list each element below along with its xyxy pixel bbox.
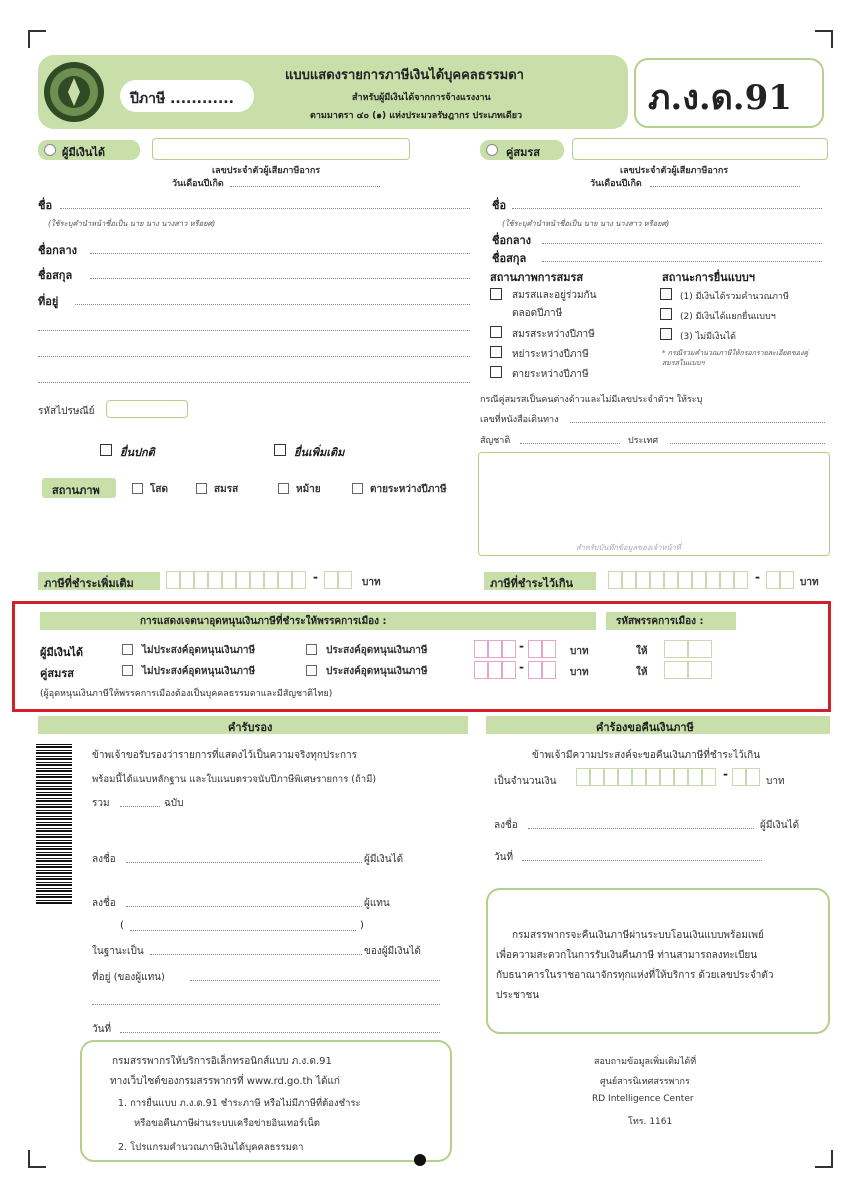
party-code-header: รหัสพรรคการเมือง : xyxy=(616,616,704,627)
tax-overpaid-cells[interactable] xyxy=(608,571,748,589)
marital-divorced-checkbox[interactable] xyxy=(490,346,502,358)
cert-date: วันที่ xyxy=(92,1024,112,1035)
taxpayer-intent-checkbox[interactable] xyxy=(306,644,317,655)
spouse-donation-unit: บาท xyxy=(570,667,589,678)
taxpayer-name-line[interactable] xyxy=(60,208,470,209)
form-title: แบบแสดงรายการภาษีเงินได้บุคคลธรรมดา xyxy=(285,68,524,83)
donation-note: (ผู้อุดหนุนเงินภาษีให้พรรคการเมืองต้องเป็นบุคคลธรรมดาและมีสัญชาติไทย) xyxy=(40,689,333,699)
filing-additional-checkbox[interactable] xyxy=(274,444,286,456)
status-married-label: สมรส xyxy=(214,484,239,495)
cert-sign-1: ลงชื่อ xyxy=(92,854,116,865)
taxpayer-id-box[interactable] xyxy=(152,138,410,160)
refund-line-1: ข้าพเจ้ามีความประสงค์จะขอคืนเงินภาษีที่ชำระไว้เกิน xyxy=(532,750,761,761)
tax-year-label: ปีภาษี ............ xyxy=(130,91,234,107)
cert-sign-2-role: ผู้แทน xyxy=(364,898,390,909)
spouse-section-label: คู่สมรส xyxy=(506,146,540,159)
marital-divorced-label: หย่าระหว่างปีภาษี xyxy=(512,349,589,360)
cert-rep-address: ที่อยู่ (ของผู้แทน) xyxy=(92,972,165,983)
eservice-line-1: กรมสรรพากรให้บริการอิเล็กทรอนิกส์แบบ ภ.ง.ด.91 xyxy=(112,1056,332,1067)
marital-deceased-checkbox[interactable] xyxy=(490,366,502,378)
tax-payable-cells[interactable] xyxy=(166,571,306,589)
spouse-no-intent-checkbox[interactable] xyxy=(122,665,133,676)
eservice-item-1b: หรือขอคืนภาษีผ่านระบบเครือข่ายอินเทอร์เน็ต xyxy=(134,1118,320,1129)
eservice-item-2: 2. โปรแกรมคำนวณภาษีเงินได้บุคคลธรรมดา xyxy=(118,1142,304,1153)
taxpayer-tin-label: เลขประจำตัวผู้เสียภาษีอากร xyxy=(212,166,321,176)
tax-payable-satang-cells[interactable] xyxy=(324,571,352,589)
refund-satang-cells[interactable] xyxy=(732,768,760,786)
tax-overpaid-label: ภาษีที่ชำระไว้เกิน xyxy=(490,577,574,590)
other-status-2-label: (2) มีเงินได้แยกยื่นแบบฯ xyxy=(680,312,776,322)
other-status-3-checkbox[interactable] xyxy=(660,328,672,340)
spouse-name-label: ชื่อ xyxy=(492,199,507,212)
cert-line-3-pre: รวม xyxy=(92,798,110,809)
marital-during-label: สมรสระหว่างปีภาษี xyxy=(512,329,595,340)
foreign-note: กรณีคู่สมรสเป็นคนต่างด้าวและไม่มีเลขประจำตัวฯ ให้ระบุ xyxy=(480,395,703,405)
barcode-icon xyxy=(36,744,72,904)
officer-box-note: สำหรับบันทึกข้อมูลของเจ้าหน้าที่ xyxy=(576,543,681,552)
contact-line-1: สอบถามข้อมูลเพิ่มเติมได้ที่ xyxy=(594,1057,697,1067)
refund-amount-label: เป็นจำนวนเงิน xyxy=(494,776,557,787)
donation-spouse-label: คู่สมรส xyxy=(40,667,74,680)
taxpayer-surname-label: ชื่อสกุล xyxy=(38,269,73,282)
taxpayer-name-hint: (ใช้ระบุคำนำหน้าชื่อเป็น นาย นาง นางสาว หรือยศ) xyxy=(48,219,216,228)
status-widowed-label: หม้าย xyxy=(296,484,321,495)
nationality-label: สัญชาติ xyxy=(480,436,511,446)
contact-line-2: ศูนย์สารนิเทศสรรพากร xyxy=(600,1077,690,1087)
cert-sign-1-role: ผู้มีเงินได้ xyxy=(364,854,404,865)
taxpayer-give-label: ให้ xyxy=(636,646,648,657)
marital-deceased-label: ตายระหว่างปีภาษี xyxy=(512,369,589,380)
marital-during-checkbox[interactable] xyxy=(490,326,502,338)
officer-box xyxy=(478,452,830,556)
refund-sign: ลงชื่อ xyxy=(494,820,518,831)
crop-mark-bottom-right xyxy=(815,1150,833,1168)
filing-additional-label: ยื่นเพิ่มเติม xyxy=(294,446,345,459)
eservice-line-2: ทางเว็บไซต์ของกรมสรรพากรที่ www.rd.go.th ได้แก่ xyxy=(110,1076,340,1087)
tax-overpaid-unit: บาท xyxy=(800,577,819,588)
contact-line-3: RD Intelligence Center xyxy=(592,1094,694,1104)
spouse-donation-satang-cells[interactable] xyxy=(528,661,556,679)
contact-line-4: โทร. 1161 xyxy=(628,1117,673,1127)
other-status-1-label: (1) มีเงินได้รวมคำนวณภาษี xyxy=(680,292,789,302)
taxpayer-middle-label: ชื่อกลาง xyxy=(38,244,78,257)
taxpayer-postal-label: รหัสไปรษณีย์ xyxy=(38,406,95,417)
spouse-tin-label: เลขประจำตัวผู้เสียภาษีอากร xyxy=(620,166,729,176)
spouse-name-hint: (ใช้ระบุคำนำหน้าชื่อเป็น นาย นาง นางสาว หรือยศ) xyxy=(502,219,670,228)
punch-hole-icon xyxy=(414,1154,426,1166)
marital-header: สถานภาพการสมรส xyxy=(490,271,584,284)
taxpayer-party-code-cells[interactable] xyxy=(664,640,712,658)
tax-payable-label: ภาษีที่ชำระเพิ่มเติม xyxy=(44,577,134,590)
refund-unit: บาท xyxy=(766,776,785,787)
promptpay-line-1: กรมสรรพากรจะคืนเงินภาษีผ่านระบบโอนเงินแบบพร้อมเพย์ xyxy=(512,930,764,941)
taxpayer-no-intent-checkbox[interactable] xyxy=(122,644,133,655)
taxpayer-donation-satang-cells[interactable] xyxy=(528,640,556,658)
taxpayer-donation-cells[interactable] xyxy=(474,640,516,658)
tax-overpaid-satang-cells[interactable] xyxy=(766,571,794,589)
marital-together-label-2: ตลอดปีภาษี xyxy=(512,308,563,319)
spouse-intent-label: ประสงค์อุดหนุนเงินภาษี xyxy=(326,666,428,677)
cert-capacity: ในฐานะเป็น xyxy=(92,946,144,957)
status-single-checkbox[interactable] xyxy=(132,483,143,494)
spouse-no-intent-label: ไม่ประสงค์อุดหนุนเงินภาษี xyxy=(142,666,256,677)
promptpay-line-4: ประชาชน xyxy=(496,990,540,1001)
spouse-intent-checkbox[interactable] xyxy=(306,665,317,676)
other-status-header: สถานะการยื่นแบบฯ xyxy=(662,271,755,284)
status-deceased-checkbox[interactable] xyxy=(352,483,363,494)
passport-label: เลขที่หนังสือเดินทาง xyxy=(480,415,559,425)
form-subtitle-2: ตามมาตรา ๔๐ (๑) แห่งประมวลรัษฎากร ประเภทเดียว xyxy=(310,111,523,121)
cert-line-3-post: ฉบับ xyxy=(164,798,184,809)
other-status-3-label: (3) ไม่มีเงินได้ xyxy=(680,332,736,342)
other-status-2-checkbox[interactable] xyxy=(660,308,672,320)
cert-line-2: พร้อมนี้ได้แนบหลักฐาน และใบแนบตรวจนับปีภาษีพิเศษรายการ (ถ้ามี) xyxy=(92,774,377,785)
form-subtitle-1: สำหรับผู้มีเงินได้จากการจ้างแรงงาน xyxy=(352,93,491,103)
taxpayer-intent-label: ประสงค์อุดหนุนเงินภาษี xyxy=(326,645,428,656)
cert-capacity-of: ของผู้มีเงินได้ xyxy=(364,946,421,957)
marital-together-checkbox[interactable] xyxy=(490,288,502,300)
refund-amount-cells[interactable] xyxy=(576,768,716,786)
spouse-donation-cells[interactable] xyxy=(474,661,516,679)
taxpayer-section-label: ผู้มีเงินได้ xyxy=(62,146,106,159)
cert-sign-2: ลงชื่อ xyxy=(92,898,116,909)
donation-header: การแสดงเจตนาอุดหนุนเงินภาษีที่ชำระให้พรรคการเมือง : xyxy=(140,616,387,627)
crop-mark-top-left xyxy=(28,30,46,48)
postal-code-box[interactable] xyxy=(106,400,188,418)
spouse-party-code-cells[interactable] xyxy=(664,661,712,679)
marital-together-label: สมรสและอยู่ร่วมกัน xyxy=(512,290,597,301)
status-widowed-checkbox[interactable] xyxy=(278,483,289,494)
filing-normal-label: ยื่นปกติ xyxy=(120,446,155,459)
refund-date: วันที่ xyxy=(494,852,514,863)
certification-header: คำรับรอง xyxy=(228,721,273,734)
spouse-middle-label: ชื่อกลาง xyxy=(492,234,532,247)
spouse-dob-label: วันเดือนปีเกิด xyxy=(590,179,642,189)
form-code: ภ.ง.ด.91 xyxy=(648,78,792,118)
crop-mark-top-right xyxy=(815,30,833,48)
filing-normal-checkbox[interactable] xyxy=(100,444,112,456)
rd-emblem-icon xyxy=(42,60,106,124)
taxpayer-donation-unit: บาท xyxy=(570,646,589,657)
status-married-checkbox[interactable] xyxy=(196,483,207,494)
status-deceased-label: ตายระหว่างปีภาษี xyxy=(370,484,447,495)
cert-line-1: ข้าพเจ้าขอรับรองว่ารายการที่แสดงไว้เป็นความจริงทุกประการ xyxy=(92,750,358,761)
eservice-item-1a: 1. การยื่นแบบ ภ.ง.ด.91 ชำระภาษี หรือไม่มีภาษีที่ต้องชำระ xyxy=(118,1098,361,1109)
refund-header: คำร้องขอคืนเงินภาษี xyxy=(596,721,694,734)
country-label: ประเทศ xyxy=(628,436,659,446)
donation-taxpayer-label: ผู้มีเงินได้ xyxy=(40,646,84,659)
spouse-bullet-icon xyxy=(486,144,498,156)
spouse-surname-label: ชื่อสกุล xyxy=(492,252,527,265)
taxpayer-bullet-icon xyxy=(44,144,56,156)
promptpay-line-2: เพื่อความสะดวกในการรับเงินคืนภาษี ท่านสามารถลงทะเบียน xyxy=(496,950,758,961)
promptpay-line-3: กับธนาคารในราชอาณาจักรทุกแห่งที่ให้บริการ ด้วยเลขประจำตัว xyxy=(496,970,774,981)
status-label: สถานภาพ xyxy=(52,484,100,497)
spouse-id-box[interactable] xyxy=(572,138,828,160)
other-status-1-checkbox[interactable] xyxy=(660,288,672,300)
spouse-give-label: ให้ xyxy=(636,667,648,678)
taxpayer-address-label: ที่อยู่ xyxy=(38,295,59,308)
taxpayer-name-label: ชื่อ xyxy=(38,199,53,212)
refund-sign-role: ผู้มีเงินได้ xyxy=(760,820,800,831)
crop-mark-bottom-left xyxy=(28,1150,46,1168)
tax-payable-unit: บาท xyxy=(362,577,381,588)
status-single-label: โสด xyxy=(150,484,168,495)
taxpayer-dob-label: วันเดือนปีเกิด xyxy=(172,179,224,189)
other-status-note: * กรณีรวมคำนวณภาษีให้กรอกรายละเอียดของคู่สมรสในแบบฯ xyxy=(662,349,809,367)
taxpayer-no-intent-label: ไม่ประสงค์อุดหนุนเงินภาษี xyxy=(142,645,256,656)
